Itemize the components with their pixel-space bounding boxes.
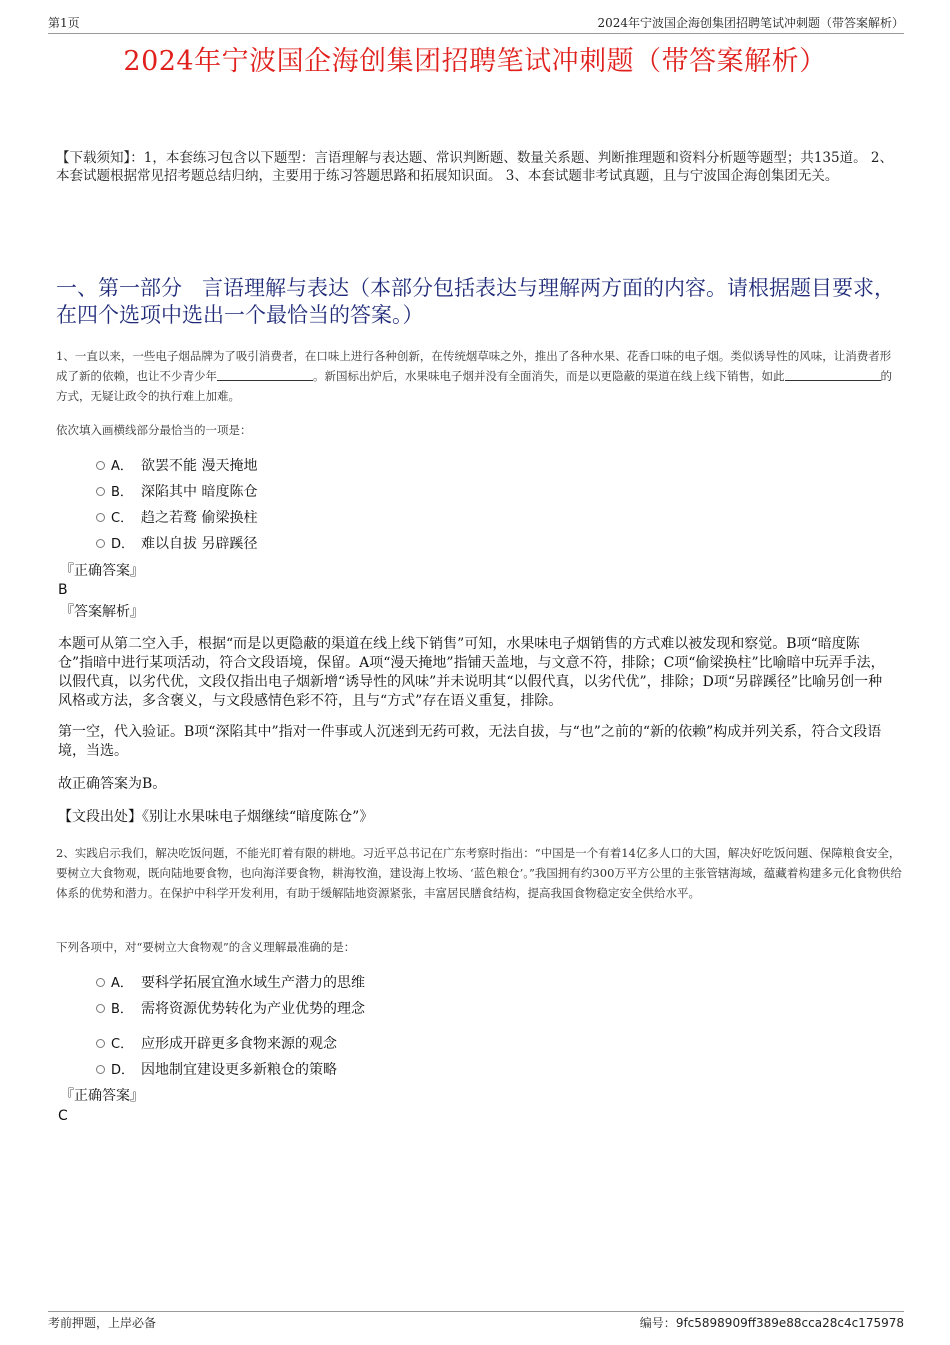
option-letter: D．	[111, 537, 135, 552]
section-title: 言语理解与表达（本部分包括表达与理解两方面的内容。请根据题目要求，在四个选项中选出一个最恰当的答案。）	[56, 276, 895, 327]
q2-answer-label: 『正确答案』	[60, 1088, 144, 1104]
option-text: 趋之若鹜 偷梁换柱	[141, 510, 258, 526]
q2-option-d[interactable]	[96, 1058, 337, 1082]
option-letter: D．	[111, 1063, 135, 1078]
option-letter: B．	[111, 1002, 133, 1017]
question-2-prompt: 下列各项中，对“要树立大食物观”的含义理解最准确的是：	[56, 940, 356, 954]
footer-code	[640, 1314, 904, 1332]
option-text: 欲罢不能 漫天掩地	[141, 458, 258, 474]
document-title: 2024年宁波国企海创集团招聘笔试冲刺题（带答案解析）	[123, 46, 827, 77]
radio-icon[interactable]	[96, 487, 105, 496]
option-letter: A．	[111, 459, 133, 474]
section-number: 一、第一部分	[56, 276, 182, 300]
fill-blank-2	[785, 368, 881, 381]
footer-code-value: 9fc5898909ff389e88cca28c4c175978	[675, 1316, 904, 1330]
option-letter: C．	[111, 1037, 134, 1052]
page-footer	[48, 1311, 904, 1334]
q2-option-a[interactable]	[96, 971, 365, 995]
option-letter: C．	[111, 511, 134, 526]
option-text: 因地制宜建设更多新粮仓的策略	[141, 1062, 337, 1078]
q1-analysis-paragraph-3: 故正确答案为B。	[58, 776, 167, 792]
header-doc-title: 2024年宁波国企海创集团招聘笔试冲刺题（带答案解析）	[597, 16, 904, 30]
q2-option-b[interactable]	[96, 997, 365, 1021]
q1-text-part1: 1、一直以来，一些电子烟品牌为了吸引消费者，在口味上进行各种创新，在传统烟草味之外，推出了各种水果、花香口味的电子烟。类似诱导性的风味，让消费者形成了新的依赖，也让不少青少年	[56, 349, 892, 383]
q1-text-part3: 的方式，无疑让政令的执行难上加难。	[56, 369, 892, 403]
radio-icon[interactable]	[96, 1065, 105, 1074]
question-2-text: 2、实践启示我们，解决吃饭问题，不能光盯着有限的耕地。习近平总书记在广东考察时指出：“中国是一个有着14亿多人口的大国，解决好吃饭问题、保障粮食安全，要树立大食物观，既向陆地要食物，也向海洋要食物，耕海牧渔，建设海上牧场、‘蓝色粮仓’。”我国拥有约300万平方公里的主张管辖海域，蕴藏着构建多元化食物供给体系的优势和潜力。在保护中科学开发利用，有助于缓解陆地资源紧张，丰富居民膳食结构，提高我国食物稳定安全供给水平。	[56, 846, 902, 900]
option-letter: A．	[111, 976, 133, 991]
q2-answer: C	[58, 1108, 68, 1124]
option-text: 难以自拔 另辟蹊径	[141, 536, 258, 552]
q1-option-d[interactable]	[96, 532, 257, 556]
option-text: 需将资源优势转化为产业优势的理念	[141, 1001, 365, 1017]
q1-analysis-paragraph-2: 第一空，代入验证。B项“深陷其中”指对一件事或人沉迷到无药可救，无法自拔，与“也”之前的“新的依赖”构成并列关系，符合文段语境，当选。	[58, 724, 882, 759]
question-1-text	[56, 346, 902, 406]
fill-blank-1	[217, 368, 313, 381]
q2-option-c[interactable]	[96, 1032, 337, 1056]
radio-icon[interactable]	[96, 978, 105, 987]
q1-text-part2: 。新国标出炉后，水果味电子烟并没有全面消失，而是以更隐蔽的渠道在线上线下销售，如此	[313, 369, 785, 383]
q1-analysis-label: 『答案解析』	[60, 604, 144, 620]
section-heading	[56, 275, 902, 329]
option-text: 深陷其中 暗度陈仓	[141, 484, 258, 500]
radio-icon[interactable]	[96, 539, 105, 548]
question-1-prompt: 依次填入画横线部分最恰当的一项是：	[56, 423, 252, 437]
q1-answer: B	[58, 582, 68, 598]
option-letter: B．	[111, 485, 133, 500]
radio-icon[interactable]	[96, 1039, 105, 1048]
footer-slogan: 考前押题，上岸必备	[48, 1316, 157, 1330]
radio-icon[interactable]	[96, 513, 105, 522]
page-header	[48, 16, 904, 34]
radio-icon[interactable]	[96, 1004, 105, 1013]
radio-icon[interactable]	[96, 461, 105, 470]
option-text: 应形成开辟更多食物来源的观念	[141, 1036, 337, 1052]
footer-code-label: 编号：	[639, 1316, 676, 1330]
page-number: 第1页	[48, 16, 80, 30]
download-notice: 【下载须知】：1，本套练习包含以下题型：言语理解与表达题、常识判断题、数量关系题、判断推理题和资料分析题等题型；共135道。 2、本套试题根据常见招考题总结归纳，主要用于练习答题思路和拓展知识面。 3、本套试题非考试真题，且与宁波国企海创集团无关。	[56, 150, 893, 184]
option-text: 要科学拓展宜渔水域生产潜力的思维	[141, 975, 365, 991]
q1-option-c[interactable]	[96, 506, 257, 530]
q1-answer-label: 『正确答案』	[60, 563, 144, 579]
q1-source: 【文段出处】《别让水果味电子烟继续“暗度陈仓”》	[58, 809, 374, 825]
q1-option-b[interactable]	[96, 480, 257, 504]
q1-option-a[interactable]	[96, 454, 257, 478]
q1-analysis-paragraph-1: 本题可从第二空入手，根据“而是以更隐蔽的渠道在线上线下销售”可知，水果味电子烟销售的方式难以被发现和察觉。B项“暗度陈仓”指暗中进行某项活动，符合文段语境，保留。A项“漫天掩地”指铺天盖地，与文意不符，排除；C项“偷梁换柱”比喻暗中玩弄手法，以假代真，以劣代优，文段仅指出电子烟新增“诱导性的风味”并未说明其“以假代真，以劣代优”，排除；D项“另辟蹊径”比喻另创一种风格或方法，多含褒义，与文段感情色彩不符，且与“方式”存在语义重复，排除。	[58, 636, 885, 709]
